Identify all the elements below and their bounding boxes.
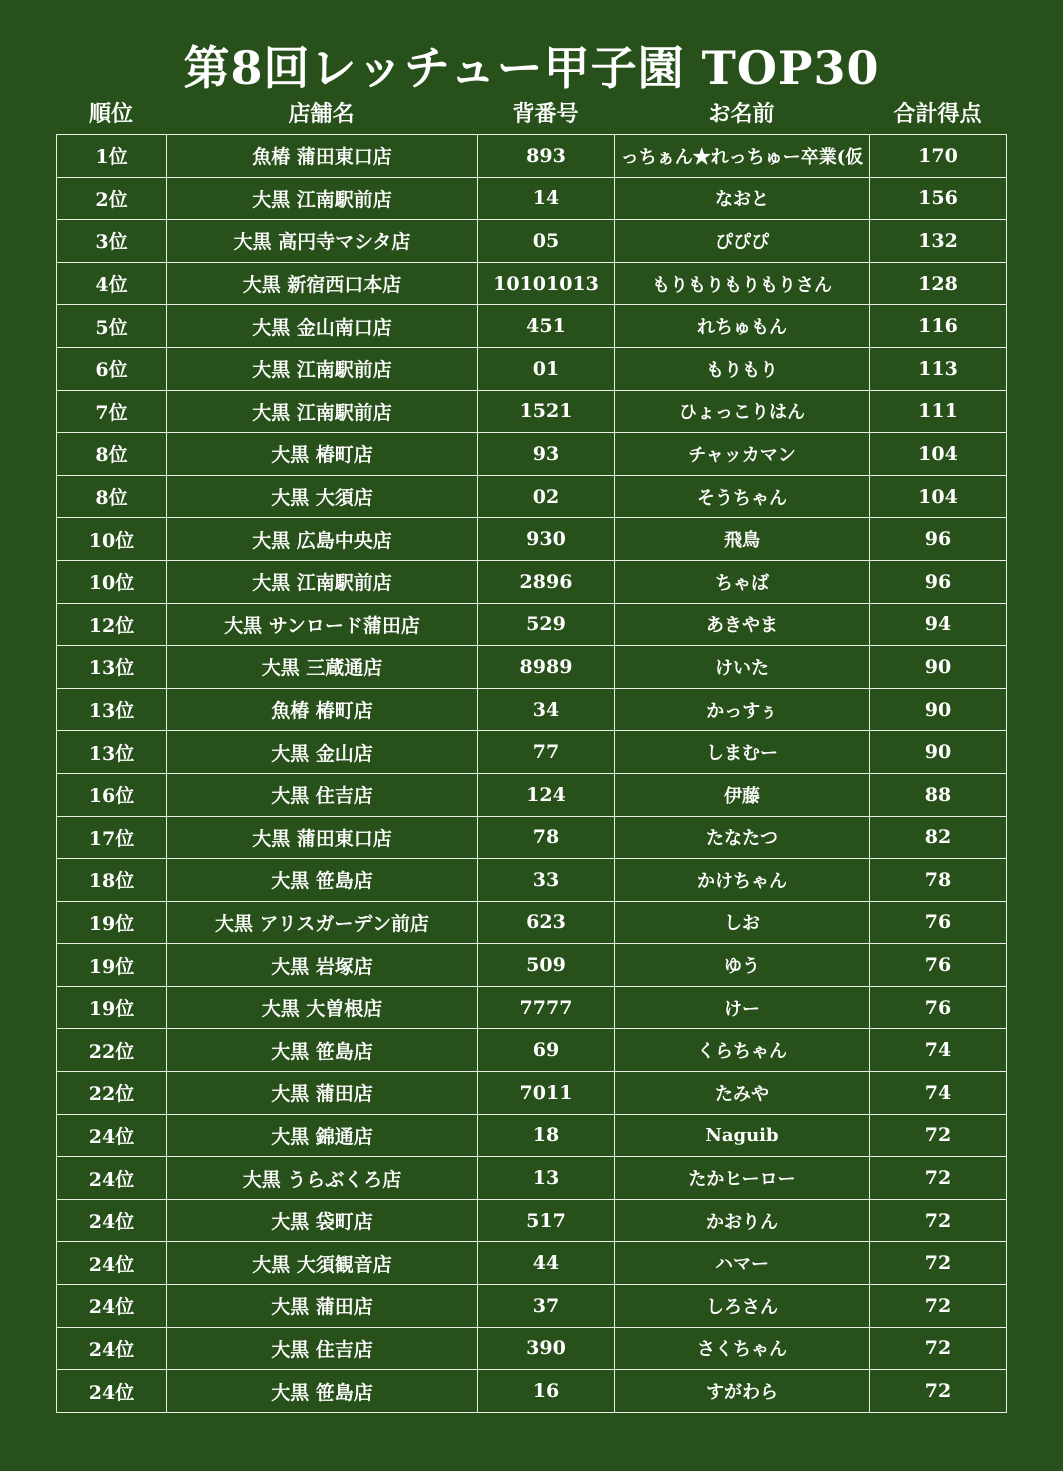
rank-cell: 19位 bbox=[57, 986, 167, 1029]
rank-cell: 16位 bbox=[57, 773, 167, 816]
rank-cell: 22位 bbox=[57, 1072, 167, 1115]
number-cell: 390 bbox=[478, 1327, 615, 1370]
store-cell: 大黒 大曽根店 bbox=[167, 986, 478, 1029]
score-cell: 72 bbox=[870, 1327, 1007, 1370]
table-row bbox=[57, 390, 1007, 433]
rank-cell: 12位 bbox=[57, 603, 167, 646]
rank-cell: 13位 bbox=[57, 688, 167, 731]
score-cell: 72 bbox=[870, 1285, 1007, 1328]
number-cell: 05 bbox=[478, 220, 615, 263]
number-cell: 13 bbox=[478, 1157, 615, 1200]
score-cell: 74 bbox=[870, 1029, 1007, 1072]
number-cell: 18 bbox=[478, 1114, 615, 1157]
header-number: 背番号 bbox=[512, 101, 579, 127]
rank-cell: 4位 bbox=[57, 262, 167, 305]
score-cell: 90 bbox=[870, 688, 1007, 731]
number-cell: 01 bbox=[478, 347, 615, 390]
table-row bbox=[57, 901, 1007, 944]
name-cell: あきやま bbox=[615, 603, 870, 646]
store-cell: 大黒 大須観音店 bbox=[167, 1242, 478, 1285]
score-cell: 96 bbox=[870, 560, 1007, 603]
table-row bbox=[57, 518, 1007, 561]
page-title: 第8回レッチュー甲子園 TOP30 bbox=[183, 41, 880, 95]
score-cell: 116 bbox=[870, 305, 1007, 348]
store-cell: 大黒 錦通店 bbox=[167, 1114, 478, 1157]
name-cell: さくちゃん bbox=[615, 1327, 870, 1370]
store-cell: 大黒 袋町店 bbox=[167, 1199, 478, 1242]
header-score: 合計得点 bbox=[893, 101, 982, 127]
store-cell: 大黒 江南駅前店 bbox=[167, 560, 478, 603]
store-cell: 大黒 笹島店 bbox=[167, 1370, 478, 1413]
name-cell: Naguib bbox=[615, 1114, 870, 1157]
score-cell: 78 bbox=[870, 859, 1007, 902]
number-cell: 77 bbox=[478, 731, 615, 774]
rank-cell: 18位 bbox=[57, 859, 167, 902]
store-cell: 大黒 住吉店 bbox=[167, 1327, 478, 1370]
table-row bbox=[57, 986, 1007, 1029]
header-name: お名前 bbox=[708, 101, 775, 127]
rank-cell: 24位 bbox=[57, 1285, 167, 1328]
number-cell: 34 bbox=[478, 688, 615, 731]
rank-cell: 24位 bbox=[57, 1327, 167, 1370]
name-cell: ひょっこりはん bbox=[615, 390, 870, 433]
name-cell: れちゅもん bbox=[615, 305, 870, 348]
store-cell: 大黒 三蔵通店 bbox=[167, 646, 478, 689]
score-cell: 72 bbox=[870, 1157, 1007, 1200]
table-row bbox=[57, 1285, 1007, 1328]
table-row bbox=[57, 433, 1007, 476]
score-cell: 90 bbox=[870, 731, 1007, 774]
number-cell: 93 bbox=[478, 433, 615, 476]
name-cell: 飛鳥 bbox=[615, 518, 870, 561]
store-cell: 大黒 新宿西口本店 bbox=[167, 262, 478, 305]
name-cell: かっすぅ bbox=[615, 688, 870, 731]
store-cell: 大黒 江南駅前店 bbox=[167, 390, 478, 433]
store-cell: 大黒 江南駅前店 bbox=[167, 177, 478, 220]
table-row bbox=[57, 1199, 1007, 1242]
store-cell: 大黒 蒲田店 bbox=[167, 1285, 478, 1328]
store-cell: 大黒 岩塚店 bbox=[167, 944, 478, 987]
name-cell: しまむー bbox=[615, 731, 870, 774]
score-cell: 88 bbox=[870, 773, 1007, 816]
name-cell: かけちゃん bbox=[615, 859, 870, 902]
store-cell: 大黒 江南駅前店 bbox=[167, 347, 478, 390]
table-row bbox=[57, 177, 1007, 220]
rank-cell: 24位 bbox=[57, 1114, 167, 1157]
name-cell: そうちゃん bbox=[615, 475, 870, 518]
table-row bbox=[57, 1157, 1007, 1200]
number-cell: 69 bbox=[478, 1029, 615, 1072]
table-row bbox=[57, 1072, 1007, 1115]
score-cell: 128 bbox=[870, 262, 1007, 305]
rank-cell: 7位 bbox=[57, 390, 167, 433]
number-cell: 16 bbox=[478, 1370, 615, 1413]
table-row bbox=[57, 220, 1007, 263]
name-cell: ぴぴぴ bbox=[615, 220, 870, 263]
name-cell: たなたつ bbox=[615, 816, 870, 859]
store-cell: 大黒 蒲田店 bbox=[167, 1072, 478, 1115]
number-cell: 124 bbox=[478, 773, 615, 816]
store-cell: 大黒 金山店 bbox=[167, 731, 478, 774]
table-row bbox=[57, 560, 1007, 603]
name-cell: すがわら bbox=[615, 1370, 870, 1413]
score-cell: 76 bbox=[870, 944, 1007, 987]
rank-cell: 10位 bbox=[57, 518, 167, 561]
score-cell: 76 bbox=[870, 986, 1007, 1029]
score-cell: 104 bbox=[870, 475, 1007, 518]
store-cell: 大黒 大須店 bbox=[167, 475, 478, 518]
score-cell: 90 bbox=[870, 646, 1007, 689]
number-cell: 33 bbox=[478, 859, 615, 902]
number-cell: 2896 bbox=[478, 560, 615, 603]
name-cell: ハマー bbox=[615, 1242, 870, 1285]
score-cell: 156 bbox=[870, 177, 1007, 220]
rank-cell: 6位 bbox=[57, 347, 167, 390]
number-cell: 02 bbox=[478, 475, 615, 518]
table-row bbox=[57, 944, 1007, 987]
name-cell: たみや bbox=[615, 1072, 870, 1115]
table-row bbox=[57, 773, 1007, 816]
rank-cell: 8位 bbox=[57, 433, 167, 476]
number-cell: 78 bbox=[478, 816, 615, 859]
store-cell: 大黒 サンロード蒲田店 bbox=[167, 603, 478, 646]
number-cell: 623 bbox=[478, 901, 615, 944]
rank-cell: 24位 bbox=[57, 1199, 167, 1242]
name-cell: かおりん bbox=[615, 1199, 870, 1242]
number-cell: 529 bbox=[478, 603, 615, 646]
score-cell: 72 bbox=[870, 1370, 1007, 1413]
store-cell: 魚椿 椿町店 bbox=[167, 688, 478, 731]
store-cell: 魚椿 蒲田東口店 bbox=[167, 135, 478, 178]
table-row bbox=[57, 816, 1007, 859]
table-row bbox=[57, 1029, 1007, 1072]
score-cell: 94 bbox=[870, 603, 1007, 646]
table-row bbox=[57, 731, 1007, 774]
table-row bbox=[57, 1242, 1007, 1285]
number-cell: 7777 bbox=[478, 986, 615, 1029]
number-cell: 451 bbox=[478, 305, 615, 348]
score-cell: 82 bbox=[870, 816, 1007, 859]
score-cell: 104 bbox=[870, 433, 1007, 476]
rank-cell: 17位 bbox=[57, 816, 167, 859]
number-cell: 7011 bbox=[478, 1072, 615, 1115]
store-cell: 大黒 蒲田東口店 bbox=[167, 816, 478, 859]
number-cell: 10101013 bbox=[478, 262, 615, 305]
rank-cell: 19位 bbox=[57, 944, 167, 987]
table-row bbox=[57, 859, 1007, 902]
number-cell: 930 bbox=[478, 518, 615, 561]
table-row bbox=[57, 347, 1007, 390]
rank-cell: 13位 bbox=[57, 646, 167, 689]
rank-cell: 1位 bbox=[57, 135, 167, 178]
name-cell: もりもりもりもりさん bbox=[615, 262, 870, 305]
store-cell: 大黒 アリスガーデン前店 bbox=[167, 901, 478, 944]
rank-cell: 3位 bbox=[57, 220, 167, 263]
name-cell: ゆう bbox=[615, 944, 870, 987]
store-cell: 大黒 笹島店 bbox=[167, 859, 478, 902]
name-cell: ちゃば bbox=[615, 560, 870, 603]
number-cell: 14 bbox=[478, 177, 615, 220]
store-cell: 大黒 椿町店 bbox=[167, 433, 478, 476]
header-rank: 順位 bbox=[88, 101, 133, 127]
number-cell: 37 bbox=[478, 1285, 615, 1328]
number-cell: 1521 bbox=[478, 390, 615, 433]
table-row bbox=[57, 1370, 1007, 1413]
name-cell: なおと bbox=[615, 177, 870, 220]
rank-cell: 24位 bbox=[57, 1157, 167, 1200]
store-cell: 大黒 金山南口店 bbox=[167, 305, 478, 348]
name-cell: っちぁん★れっちゅー卒業(仮 bbox=[615, 135, 870, 178]
table-row bbox=[57, 688, 1007, 731]
score-cell: 76 bbox=[870, 901, 1007, 944]
table-row bbox=[57, 262, 1007, 305]
rank-cell: 22位 bbox=[57, 1029, 167, 1072]
store-cell: 大黒 高円寺マシタ店 bbox=[167, 220, 478, 263]
header-store: 店舗名 bbox=[288, 101, 355, 127]
number-cell: 509 bbox=[478, 944, 615, 987]
number-cell: 893 bbox=[478, 135, 615, 178]
store-cell: 大黒 笹島店 bbox=[167, 1029, 478, 1072]
score-cell: 72 bbox=[870, 1114, 1007, 1157]
ranking-table bbox=[56, 134, 1007, 1413]
name-cell: けー bbox=[615, 986, 870, 1029]
rank-cell: 19位 bbox=[57, 901, 167, 944]
table-row bbox=[57, 475, 1007, 518]
score-cell: 111 bbox=[870, 390, 1007, 433]
score-cell: 72 bbox=[870, 1242, 1007, 1285]
score-cell: 132 bbox=[870, 220, 1007, 263]
table-row bbox=[57, 603, 1007, 646]
name-cell: たかヒーロー bbox=[615, 1157, 870, 1200]
name-cell: けいた bbox=[615, 646, 870, 689]
name-cell: くらちゃん bbox=[615, 1029, 870, 1072]
store-cell: 大黒 住吉店 bbox=[167, 773, 478, 816]
rank-cell: 8位 bbox=[57, 475, 167, 518]
table-row bbox=[57, 135, 1007, 178]
store-cell: 大黒 広島中央店 bbox=[167, 518, 478, 561]
table-row bbox=[57, 1114, 1007, 1157]
score-cell: 170 bbox=[870, 135, 1007, 178]
rank-cell: 5位 bbox=[57, 305, 167, 348]
rank-cell: 24位 bbox=[57, 1242, 167, 1285]
score-cell: 74 bbox=[870, 1072, 1007, 1115]
number-cell: 517 bbox=[478, 1199, 615, 1242]
number-cell: 8989 bbox=[478, 646, 615, 689]
store-cell: 大黒 うらぶくろ店 bbox=[167, 1157, 478, 1200]
score-cell: 72 bbox=[870, 1199, 1007, 1242]
name-cell: しお bbox=[615, 901, 870, 944]
table-row bbox=[57, 646, 1007, 689]
name-cell: もりもり bbox=[615, 347, 870, 390]
name-cell: しろさん bbox=[615, 1285, 870, 1328]
name-cell: 伊藤 bbox=[615, 773, 870, 816]
rank-cell: 2位 bbox=[57, 177, 167, 220]
score-cell: 113 bbox=[870, 347, 1007, 390]
ranking-table-body bbox=[57, 135, 1007, 1413]
name-cell: チャッカマン bbox=[615, 433, 870, 476]
table-row bbox=[57, 1327, 1007, 1370]
table-header bbox=[56, 95, 1006, 133]
rank-cell: 13位 bbox=[57, 731, 167, 774]
rank-cell: 10位 bbox=[57, 560, 167, 603]
table-row bbox=[57, 305, 1007, 348]
score-cell: 96 bbox=[870, 518, 1007, 561]
rank-cell: 24位 bbox=[57, 1370, 167, 1413]
number-cell: 44 bbox=[478, 1242, 615, 1285]
